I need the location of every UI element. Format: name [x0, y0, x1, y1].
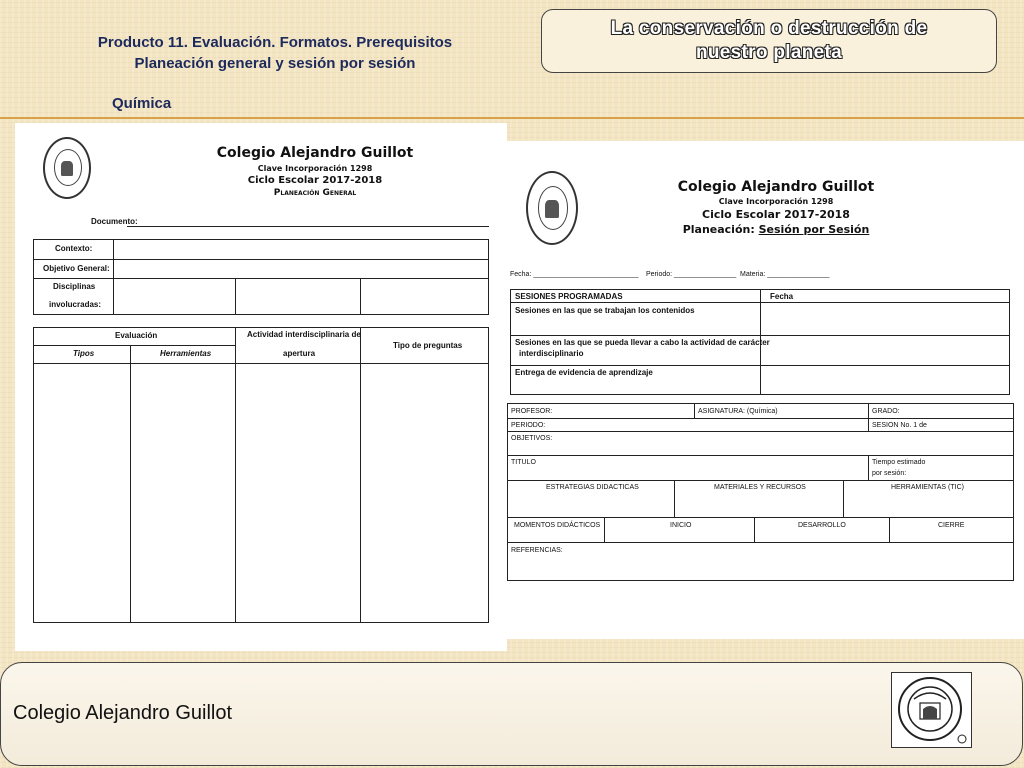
col-herramientas: Herramientas: [160, 349, 212, 358]
col-actividad-2: apertura: [283, 349, 316, 358]
inicio-label: INICIO: [670, 522, 692, 529]
col-line: [604, 517, 605, 542]
school-seal-icon: [892, 673, 970, 746]
row-line: [507, 431, 1014, 432]
col-line: [360, 327, 361, 623]
evaluation-table: [33, 327, 489, 623]
col-preguntas: Tipo de preguntas: [393, 341, 463, 350]
session-materia: Materia: ________________: [740, 271, 830, 278]
footer-logo: [891, 672, 972, 748]
session-ciclo: Ciclo Escolar 2017-2018: [702, 208, 850, 221]
col-line: [113, 239, 114, 315]
row-contexto: Contexto:: [55, 244, 93, 253]
session-clave: Clave Incorporación 1298: [718, 197, 834, 206]
desarrollo-label: DESARROLLO: [798, 522, 846, 529]
row-line: [33, 259, 489, 260]
context-table: [33, 239, 489, 315]
slide-title-line1: La conservación o destrucción de: [610, 18, 928, 39]
session-school-name: Colegio Alejandro Guillot: [677, 179, 875, 195]
profesor-label: PROFESOR:: [511, 408, 553, 415]
tiempo-label-1: Tiempo estimado: [872, 459, 926, 466]
row-disciplinas: Disciplinas: [53, 282, 96, 291]
documento-line: [127, 226, 489, 227]
row-line: [33, 345, 235, 346]
col-tipos: Tipos: [73, 349, 95, 358]
row-line: [33, 278, 489, 279]
row-line: [507, 480, 1014, 481]
asignatura-label: ASIGNATURA: (Química): [698, 408, 778, 415]
row-objetivo: Objetivo General:: [43, 264, 110, 273]
col-line: [889, 517, 890, 542]
doc-clave: Clave Incorporación 1298: [257, 164, 373, 173]
col-line: [754, 517, 755, 542]
row-line: [33, 363, 489, 364]
footer-school-name: Colegio Alejandro Guillot: [13, 702, 233, 724]
session-fecha: Fecha: ___________________________: [510, 271, 639, 278]
session-plan-prefix: Planeación:: [682, 223, 755, 236]
planning-heading: Planeación general y sesión por sesión: [134, 55, 416, 72]
doc-ciclo: Ciclo Escolar 2017-2018: [247, 175, 383, 186]
fecha-header: Fecha: [770, 292, 794, 301]
slide-title-line2: nuestro planeta: [696, 42, 842, 63]
sessions-row-2b: interdisciplinario: [519, 349, 584, 358]
sessions-row-3: Entrega de evidencia de aprendizaje: [515, 368, 653, 377]
titulo-label: TITULO: [511, 459, 536, 466]
session-plan-value: Sesión por Sesión: [758, 223, 870, 236]
doc-school-name: Colegio Alejandro Guillot: [216, 145, 414, 161]
periodo-label: PERIODO:: [511, 422, 546, 429]
col-line: [130, 345, 131, 623]
col-line: [868, 403, 869, 431]
sessions-row-2a: Sesiones en las que se pueda llevar a cabo la actividad de carácter: [515, 338, 770, 347]
estrategias-label: ESTRATEGIAS DIDACTICAS: [546, 484, 639, 491]
row-line: [507, 542, 1014, 543]
general-plan-document: [15, 123, 507, 651]
sesion-number-label: SESION No. 1 de: [872, 422, 927, 429]
col-line: [360, 278, 361, 315]
col-line: [235, 327, 236, 623]
col-line: [694, 403, 695, 418]
grado-label: GRADO:: [872, 408, 900, 415]
row-line: [507, 455, 1014, 456]
sessions-row-1: Sesiones en las que se trabajan los contenidos: [515, 306, 695, 315]
documento-label: Documento:: [91, 217, 138, 226]
eval-header: Evaluación: [115, 331, 158, 340]
col-line: [235, 278, 236, 315]
col-line: [843, 480, 844, 517]
col-line: [674, 480, 675, 517]
row-line: [507, 517, 1014, 518]
slide-title-box: [541, 9, 997, 73]
cierre-label: CIERRE: [938, 522, 965, 529]
herramientas-tic-label: HERRAMIENTAS (TIC): [891, 484, 964, 491]
materiales-label: MATERIALES Y RECURSOS: [714, 484, 806, 491]
session-periodo: Periodo: ________________: [646, 271, 737, 278]
session-plan-document: [506, 141, 1024, 639]
subject-label: Química: [112, 95, 172, 112]
tiempo-label-2: por sesión:: [872, 470, 907, 477]
col-actividad-1: Actividad interdisciplinaria de: [247, 330, 361, 339]
sessions-header: SESIONES PROGRAMADAS: [515, 292, 623, 301]
product-heading: Producto 11. Evaluación. Formatos. Prerequisitos: [97, 34, 453, 51]
referencias-label: REFERENCIAS:: [511, 547, 563, 554]
col-line: [868, 455, 869, 480]
school-seal-icon: [526, 171, 578, 245]
row-involucradas: involucradas:: [49, 300, 102, 309]
row-line: [507, 418, 1014, 419]
doc-plan-type: Planeación General: [273, 188, 357, 198]
objetivos-label: OBJETIVOS:: [511, 435, 553, 442]
school-seal-icon: [43, 137, 91, 199]
momentos-label: MOMENTOS DIDÁCTICOS: [514, 522, 601, 529]
header-divider: [0, 117, 1024, 119]
